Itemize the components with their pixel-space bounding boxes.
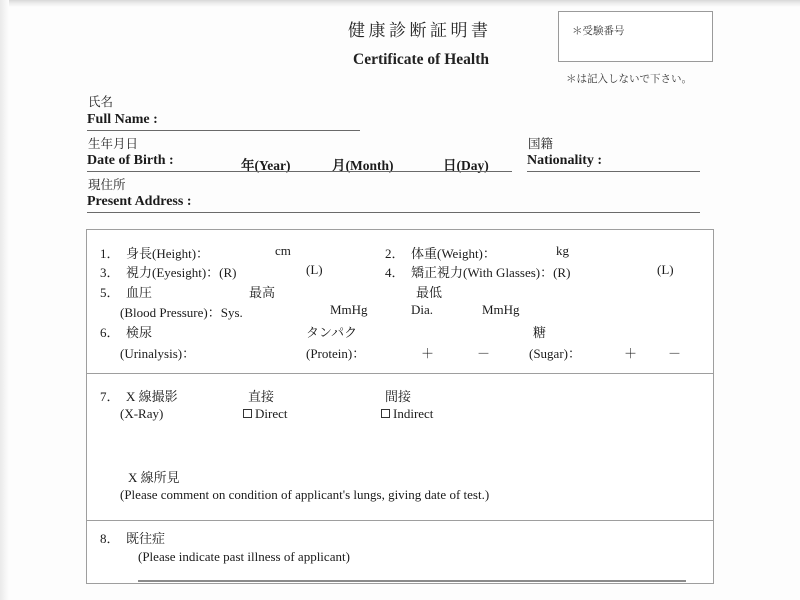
item-5-diastolic-label-ja: 最低 (416, 285, 443, 300)
item-2-number: 2． (385, 246, 405, 261)
item-8-past-illness-label-ja: 既往症 (126, 531, 166, 546)
date-of-birth-day: 日(Day) (443, 158, 489, 173)
item-5-diastolic-unit: MmHg (482, 302, 520, 317)
date-of-birth-year: 年(Year) (241, 158, 291, 173)
receipt-number-label: ＊受験番号 (572, 26, 625, 37)
item-5-systolic-unit: MmHg (330, 302, 368, 317)
item-7-number: 7． (100, 389, 120, 404)
item-7-indirect-label-ja: 間接 (385, 389, 412, 404)
direct-checkbox[interactable] (243, 409, 252, 418)
item-8-number: 8． (100, 531, 120, 546)
item-6-sugar-label-ja: 糖 (533, 325, 547, 340)
item-3-number: 3． (100, 265, 120, 280)
item-1-height-unit: cm (275, 243, 291, 258)
date-of-birth-month: 月(Month) (332, 158, 394, 173)
table-row-divider-history (86, 520, 714, 521)
present-address-input-rule[interactable] (87, 212, 700, 213)
present-address-label-en: Present Address : (87, 194, 192, 209)
full-name-label-en: Full Name : (87, 112, 158, 127)
item-5-systolic-label-ja: 最高 (249, 285, 276, 300)
item-6-urinalysis-label-ja: 検尿 (126, 325, 153, 340)
page-title-english: Certificate of Health (353, 51, 489, 68)
xray-findings-instruction-en: (Please comment on condition of applicant's lungs, giving date of test.) (120, 487, 490, 502)
item-1-height-label: 身長(Height)： (126, 246, 210, 261)
date-of-birth-label-ja: 生年月日 (88, 137, 139, 151)
direct-checkbox-label: Direct (255, 406, 288, 421)
item-7-xray-label-ja: X 線撮影 (126, 389, 178, 404)
scan-edge-shading-left (0, 0, 9, 600)
nationality-label-ja: 国籍 (528, 137, 554, 151)
item-5-blood-pressure-label-ja: 血圧 (126, 285, 153, 300)
item-4-number: 4． (385, 265, 405, 280)
item-3-eyesight-label: 視力(Eyesight)：(R) (126, 265, 237, 280)
item-4-corrected-label: 矯正視力(With Glasses)：(R) (411, 265, 571, 280)
past-illness-writing-line[interactable] (138, 580, 686, 582)
date-of-birth-label-en: Date of Birth : (87, 153, 174, 168)
date-of-birth-input-rule[interactable] (87, 171, 512, 172)
item-5-number: 5． (100, 285, 120, 300)
item-2-weight-unit: kg (556, 243, 569, 258)
indirect-checkbox-label: Indirect (393, 406, 434, 421)
item-8-instruction-en: (Please indicate past illness of applicant) (138, 549, 350, 564)
item-6-protein-label-ja: タンパク (306, 325, 358, 340)
receipt-number-note: ＊は記入しないで下さい。 (566, 74, 692, 85)
present-address-label-ja: 現住所 (88, 178, 126, 192)
full-name-input-rule[interactable] (87, 130, 360, 131)
item-6-protein-label-en: (Protein)： (306, 346, 366, 361)
item-3-eyesight-left: (L) (306, 262, 323, 277)
indirect-checkbox-row[interactable] (381, 406, 433, 422)
item-7-direct-label-ja: 直接 (248, 389, 275, 404)
indirect-checkbox[interactable] (381, 409, 390, 418)
table-row-divider-xray (86, 373, 714, 374)
item-2-weight-label: 体重(Weight)： (411, 246, 496, 261)
nationality-label-en: Nationality : (527, 153, 603, 168)
item-1-number: 1． (100, 246, 120, 261)
item-6-sugar-positive[interactable]: ＋ (624, 346, 638, 361)
item-6-sugar-label-en: (Sugar)： (529, 346, 581, 361)
direct-checkbox-row[interactable] (243, 406, 287, 422)
item-6-number: 6． (100, 325, 120, 340)
item-7-xray-label-en: (X‑Ray) (120, 406, 164, 421)
full-name-label-ja: 氏名 (88, 95, 114, 109)
item-6-protein-positive[interactable]: ＋ (421, 346, 435, 361)
item-6-urinalysis-label-en: (Urinalysis)： (120, 346, 196, 361)
item-5-blood-pressure-label-en: (Blood Pressure)：Sys. (120, 305, 243, 320)
nationality-input-rule[interactable] (527, 171, 700, 172)
item-5-diastolic-abbr: Dia. (411, 302, 434, 317)
item-4-corrected-left: (L) (657, 262, 674, 277)
item-6-sugar-negative[interactable]: － (668, 346, 682, 361)
xray-findings-label-ja: X 線所見 (128, 470, 180, 485)
page-title-japanese: 健康診断証明書 (348, 21, 492, 40)
scan-edge-shading-top (0, 0, 800, 7)
item-6-protein-negative[interactable]: － (477, 346, 491, 361)
